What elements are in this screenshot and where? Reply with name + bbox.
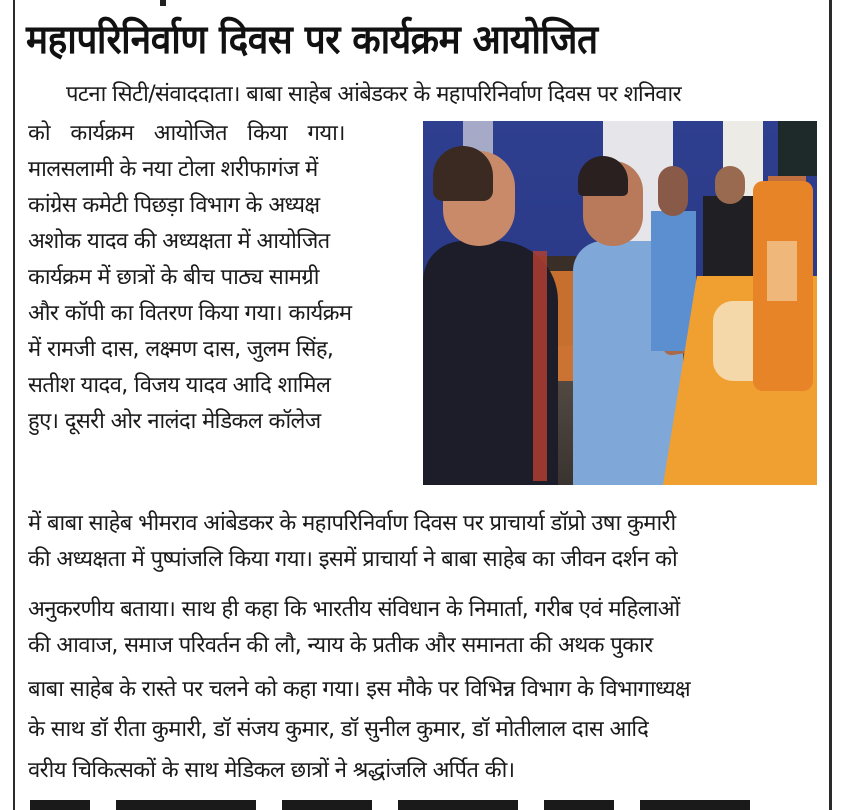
- body-line: वरीय चिकित्सकों के साथ मेडिकल छात्रों ने श्रद्धांजलि अर्पित की।: [28, 758, 515, 783]
- body-line: में रामजी दास, लक्ष्मण दास, जुलम सिंह,: [28, 337, 334, 362]
- next-article-headline-fragment: [30, 800, 750, 810]
- news-photo: [423, 121, 817, 485]
- body-line: और कॉपी का वितरण किया गया। कार्यक्रम: [28, 301, 352, 326]
- previous-article-fragment: [160, 0, 166, 6]
- dateline-lead: पटना सिटी/संवाददाता। बाबा साहेब आंबेडकर के महापरिनिर्वाण दिवस पर शनिवार: [66, 82, 682, 107]
- body-line: की आवाज, समाज परिवर्तन की लौ, न्याय के प्रतीक और समानता की अथक पुकार: [28, 633, 653, 658]
- body-line: कांग्रेस कमेटी पिछड़ा विभाग के अध्यक्ष: [28, 193, 320, 218]
- left-column-rule: [13, 0, 15, 810]
- body-line: सतीश यादव, विजय यादव आदि शामिल: [28, 373, 331, 398]
- body-line: को कार्यक्रम आयोजित किया गया।: [28, 121, 345, 146]
- body-line: की अध्यक्षता में पुष्पांजलि किया गया। इसमें प्राचार्या ने बाबा साहेब का जीवन दर्शन को: [28, 547, 678, 572]
- headline: महापरिनिर्वाण दिवस पर कार्यक्रम आयोजित: [26, 16, 598, 63]
- body-line: हुए। दूसरी ओर नालंदा मेडिकल कॉलेज: [28, 409, 321, 434]
- body-line: अशोक यादव की अध्यक्षता में आयोजित: [28, 229, 330, 254]
- body-line: बाबा साहेब के रास्ते पर चलने को कहा गया। इस मौके पर विभिन्न विभाग के विभागाध्यक्ष: [28, 677, 691, 702]
- right-column-rule: [829, 0, 832, 810]
- body-line: के साथ डॉ रीता कुमारी, डॉ संजय कुमार, डॉ सुनील कुमार, डॉ मोतीलाल दास आदि: [28, 717, 649, 742]
- body-line: में बाबा साहेब भीमराव आंबेडकर के महापरिनिर्वाण दिवस पर प्राचार्या डॉप्रो उषा कुमारी: [28, 511, 676, 536]
- body-line: अनुकरणीय बताया। साथ ही कहा कि भारतीय संविधान के निमार्ता, गरीब एवं महिलाओं: [28, 597, 680, 622]
- body-line: कार्यक्रम में छात्रों के बीच पाठ्य सामग्री: [28, 265, 319, 290]
- body-line: मालसलामी के नया टोला शरीफागंज में: [28, 157, 318, 182]
